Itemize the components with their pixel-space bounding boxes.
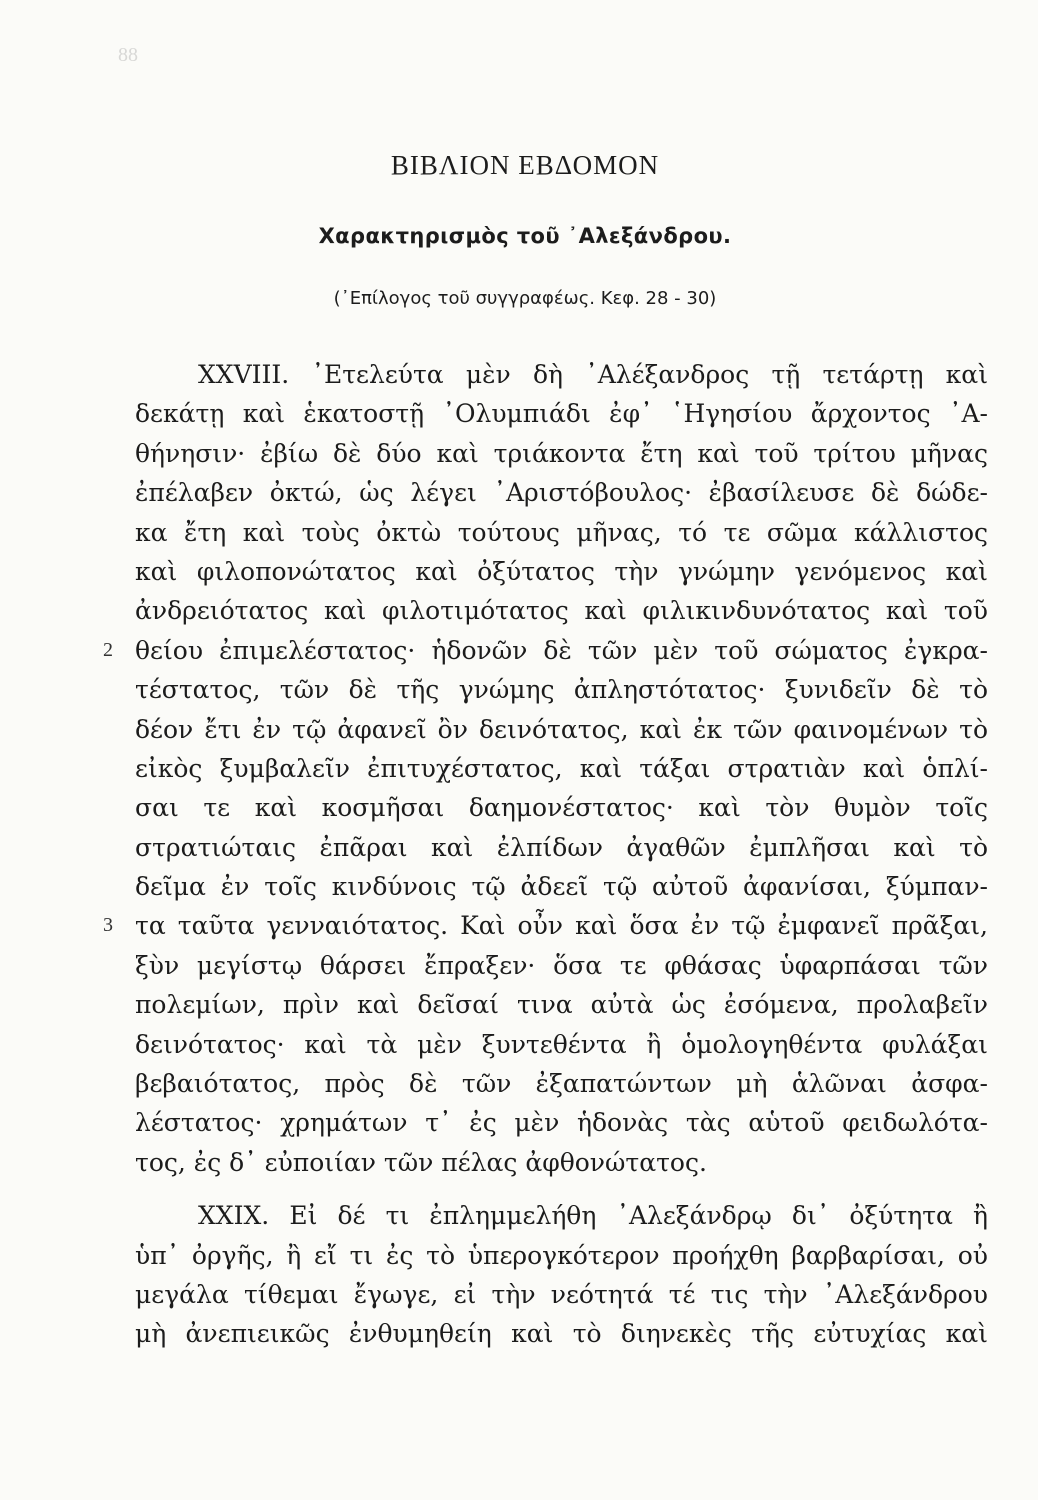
text-line [135,670,988,709]
text-line [135,394,988,433]
text-line-content: ὑπ᾿ ὀργῆς, ἢ εἴ τι ἐς τὸ ὑπερογκότερον προήχθη βαρβαρίσαι, οὐ [135,1240,988,1270]
text-line-content: μεγάλα τίθεμαι ἔγωγε, εἰ τὴν νεότητά τέ τις τὴν ᾿Αλεξάνδρου [135,1279,988,1309]
text-line-content: δεινότατος· καὶ τὰ μὲν ξυντεθέντα ἢ ὁμολογηθέντα φυλάξαι [135,1029,988,1059]
text-line [135,355,988,394]
text-line-content: στρατιώταις ἐπᾶραι καὶ ἐλπίδων ἀγαθῶν ἐμπλῆσαι καὶ τὸ [135,832,988,862]
text-line [103,906,988,945]
text-line-content: καὶ φιλοπονώτατος καὶ ὀξύτατος τὴν γνώμην γενόμενος καὶ [135,556,988,586]
text-line-content: ἀνδρειότατος καὶ φιλοτιμότατος καὶ φιλικινδυνότατος καὶ τοῦ [135,596,988,626]
text-line [135,710,988,749]
text-line-content: τέστατος, τῶν δὲ τῆς γνώμης ἀπληστότατος· ξυνιδεῖν δὲ τὸ [135,675,988,705]
text-line [135,788,988,827]
book-title: ΒΙΒΛΙΟΝ ΕΒΔΟΜΟΝ [390,150,660,180]
text-line [135,1143,988,1182]
text-line [135,591,988,630]
text-line-content: ἐπέλαβεν ὀκτώ, ὡς λέγει ᾿Αριστόβουλος· ἐβασίλευσε δὲ δώδε- [135,478,988,508]
text-line [135,1275,988,1314]
body-text [103,355,988,1354]
text-line-content: δεκάτῃ καὶ ἑκατοστῇ ᾿Ολυμπιάδι ἐφ᾿ ῾Ηγησίου ἄρχοντος ᾿Α- [135,399,988,429]
text-line-content: δεῖμα ἐν τοῖς κινδύνοις τῷ ἀδεεῖ τῷ αὐτοῦ ἀφανίσαι, ξύμπαν- [135,872,988,902]
section-number: 2 [103,638,113,661]
text-line [103,631,988,670]
text-line-content: τα ταῦτα γενναιότατος. Καὶ οὖν καὶ ὅσα ἐν τῷ ἐμφανεῖ πρᾶξαι, [135,911,988,941]
text-line-content: XXVIII. ᾿Ετελεύτα μὲν δὴ ᾿Αλέξανδρος τῇ τετάρτῃ καὶ [198,360,988,389]
text-line-content: ξὺν μεγίστῳ θάρσει ἔπραξεν· ὅσα τε φθάσας ὑφαρπάσαι τῶν [135,950,988,980]
section-number: 3 [103,914,113,937]
text-line [135,867,988,906]
text-line-content: κα ἔτη καὶ τοὺς ὀκτὼ τούτους μῆνας, τό τε σῶμα κάλλιστος [135,517,988,547]
page-number: 88 [118,44,138,66]
text-line [135,1103,988,1142]
paragraph [103,355,988,1182]
text-line-content: εἰκὸς ξυμβαλεῖν ἐπιτυχέστατος, καὶ τάξαι στρατιὰν καὶ ὁπλί- [135,753,988,783]
text-line [135,1236,988,1275]
text-line [135,434,988,473]
text-line-content: XXIX. Εἰ δέ τι ἐπλημμελήθη ᾿Αλεξάνδρῳ δι᾿ ὀξύτητα ἢ [198,1201,988,1231]
text-line-content: θήνησιν· ἐβίω δὲ δύο καὶ τριάκοντα ἔτη καὶ τοῦ τρίτου μῆνας [135,438,988,468]
text-line [135,1314,988,1353]
text-line [135,473,988,512]
text-line [135,513,988,552]
text-line [135,946,988,985]
text-line [135,828,988,867]
text-line-content: τος, ἐς δ᾿ εὐποιίαν τῶν πέλας ἀφθονώτατος. [135,1147,707,1177]
paragraph-gap [135,1182,988,1196]
text-line-content: λέστατος· χρημάτων τ᾿ ἐς μὲν ἡδονὰς τὰς αὑτοῦ φειδωλότα- [135,1108,988,1138]
text-line-content: θείου ἐπιμελέστατος· ἡδονῶν δὲ τῶν μὲν τοῦ σώματος ἐγκρα- [135,635,988,665]
text-line-content: δέον ἔτι ἐν τῷ ἀφανεῖ ὂν δεινότατος, καὶ ἐκ τῶν φαινομένων τὸ [135,714,988,744]
text-line [135,552,988,591]
chapter-subheading: (᾿Επίλογος τοῦ συγγραφέως. Κεφ. 28 - 30) [333,288,717,309]
text-line [135,1064,988,1103]
text-line-content: σαι τε καὶ κοσμῆσαι δαημονέστατος· καὶ τὸν θυμὸν τοῖς [135,793,988,823]
chapter-heading: Χαρακτηρισμὸς τοῦ ᾿Αλεξάνδρου. [318,224,732,248]
text-line [135,1196,988,1235]
text-line [135,1025,988,1064]
text-line [135,749,988,788]
text-line-content: μὴ ἀνεπιεικῶς ἐνθυμηθείη καὶ τὸ διηνεκὲς τῆς εὐτυχίας καὶ [135,1319,988,1349]
paragraph [135,1196,988,1354]
text-line-content: βεβαιότατος, πρὸς δὲ τῶν ἐξαπατώντων μὴ ἁλῶναι ἀσφα- [135,1069,988,1099]
text-line-content: πολεμίων, πρὶν καὶ δεῖσαί τινα αὐτὰ ὡς ἐσόμενα, προλαβεῖν [135,990,988,1020]
text-line [135,985,988,1024]
